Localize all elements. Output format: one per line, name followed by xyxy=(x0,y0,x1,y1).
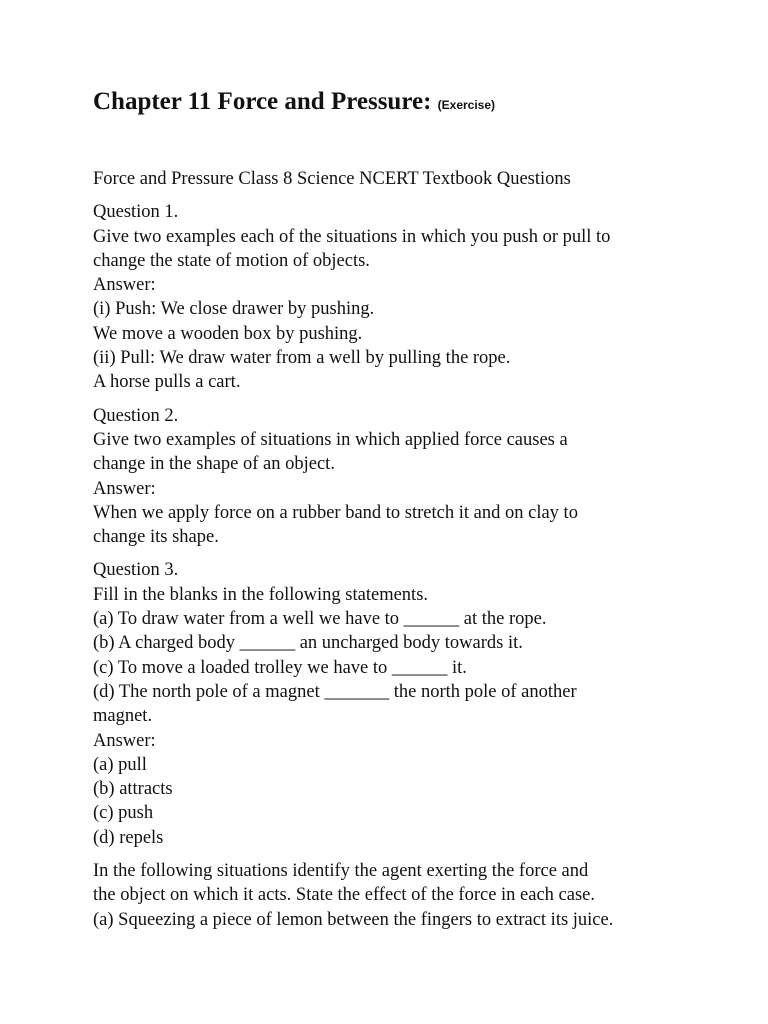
page-title-main: Chapter 11 Force and Pressure: xyxy=(93,88,432,115)
answer-line: We move a wooden box by pushing. xyxy=(93,323,363,344)
question-4-text-line: In the following situations identify the agent exerting the force and xyxy=(93,861,589,882)
answer-line: (ii) Pull: We draw water from a well by pulling the rope. xyxy=(93,348,511,369)
question-3-text-line: magnet. xyxy=(93,706,153,727)
intro-text: Force and Pressure Class 8 Science NCERT Textbook Questions xyxy=(93,169,571,189)
question-3-block xyxy=(93,558,683,850)
answer-label: Answer: xyxy=(93,275,156,296)
answer-line: (d) repels xyxy=(93,827,164,848)
question-3-text-line: (a) To draw water from a well we have to ______ at the rope. xyxy=(93,609,547,630)
answer-line: change its shape. xyxy=(93,527,219,548)
question-3-text-line: (d) The north pole of a magnet _______ the north pole of another xyxy=(93,681,577,702)
question-1-block xyxy=(93,200,683,394)
answer-line: (c) push xyxy=(93,803,154,824)
question-1-label: Question 1. xyxy=(93,202,179,223)
question-3-text-line: (c) To move a loaded trolley we have to ______ it. xyxy=(93,657,467,678)
question-1-text-line: Give two examples each of the situations in which you push or pull to xyxy=(93,226,611,247)
answer-line: A horse pulls a cart. xyxy=(93,372,241,393)
question-2-label: Question 2. xyxy=(93,405,179,426)
answer-line: (i) Push: We close drawer by pushing. xyxy=(93,299,375,320)
question-2-block xyxy=(93,404,683,550)
answer-line: When we apply force on a rubber band to stretch it and on clay to xyxy=(93,502,578,523)
answer-label: Answer: xyxy=(93,478,156,499)
question-3-text-line: Fill in the blanks in the following statements. xyxy=(93,584,429,605)
page-title xyxy=(93,86,683,121)
answer-line: (a) pull xyxy=(93,754,147,775)
answer-label: Answer: xyxy=(93,730,156,751)
question-4-text-line: the object on which it acts. State the effect of the force in each case. xyxy=(93,885,596,906)
question-4-block xyxy=(93,859,683,932)
page-title-subtitle: (Exercise) xyxy=(437,98,496,112)
question-4-text-line: (a) Squeezing a piece of lemon between the fingers to extract its juice. xyxy=(93,909,614,930)
question-2-text-line: Give two examples of situations in which applied force causes a xyxy=(93,429,568,450)
answer-line: (b) attracts xyxy=(93,779,173,800)
question-2-text-line: change in the shape of an object. xyxy=(93,454,335,475)
question-1-text-line: change the state of motion of objects. xyxy=(93,250,370,271)
document-content xyxy=(93,86,683,932)
question-3-text-line: (b) A charged body ______ an uncharged body towards it. xyxy=(93,633,523,654)
question-3-label: Question 3. xyxy=(93,560,179,581)
